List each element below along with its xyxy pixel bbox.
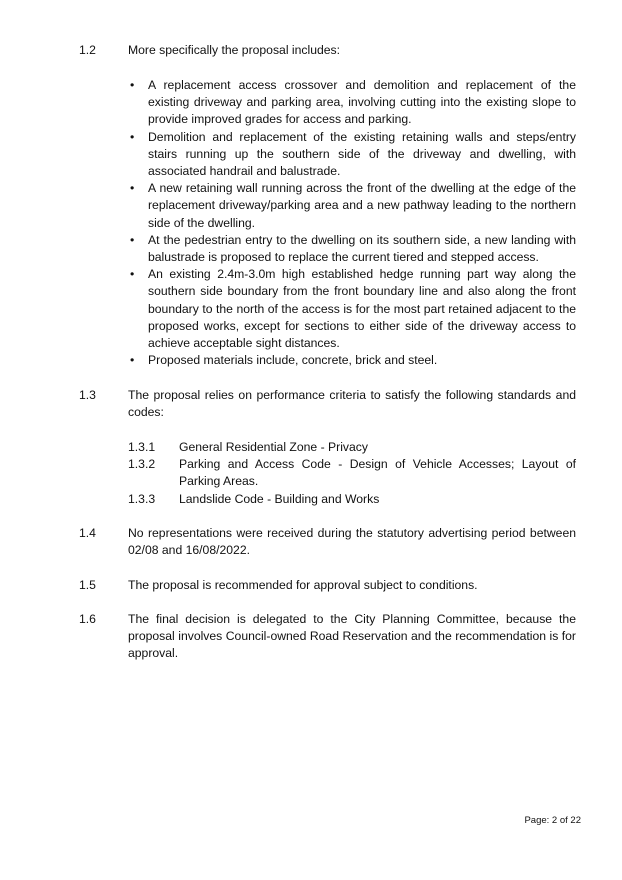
list-item — [128, 491, 576, 508]
proposal-bullet-list — [128, 77, 576, 369]
paragraph-number: 1.5 — [79, 578, 96, 592]
paragraph-text: The final decision is delegated to the City Planning Committee, because the proposal involves Council-owned Road Reservation and the recommendation is for approval. — [128, 612, 576, 661]
item-text: Parking and Access Code - Design of Vehicle Accesses; Layout of Parking Areas. — [179, 457, 576, 489]
list-item: • A replacement access crossover and demolition and replacement of the existing driveway and parking area, involving cutting into the existing slope to provide improved grades for access and parking. — [130, 78, 576, 127]
item-number: 1.3.3 — [128, 491, 156, 506]
standards-list — [128, 439, 576, 508]
paragraph-number: 1.3 — [79, 388, 96, 402]
list-item: • An existing 2.4m-3.0m high established hedge running part way along the southern side boundary from the front boundary line and also along the front boundary to the north of the access is for the most part retained adjacent to the proposed works, except for sections to either side of the driveway access to achieve acceptable sight distances. — [130, 267, 576, 351]
paragraph-number: 1.4 — [79, 526, 96, 540]
list-item: • Proposed materials include, concrete, brick and steel. — [128, 352, 576, 369]
bullet-icon: • — [130, 78, 135, 92]
list-item: • Demolition and replacement of the existing retaining walls and steps/entry stairs running up the southern side of the driveway and dwelling, with associated handrail and balustrade. — [130, 129, 576, 179]
paragraph-number: 1.2 — [79, 43, 96, 57]
paragraph-number: 1.6 — [79, 612, 96, 626]
paragraph-text: The proposal is recommended for approval subject to conditions. — [128, 578, 478, 592]
item-number: 1.3.2 — [128, 457, 156, 472]
bullet-icon: • — [130, 129, 135, 144]
item-text: Landslide Code - Building and Works — [179, 491, 380, 506]
bullet-icon: • — [130, 181, 135, 196]
page-number: Page: 2 of 22 — [524, 815, 581, 826]
list-item — [128, 456, 576, 490]
bullet-icon: • — [130, 267, 135, 282]
paragraph-text: More specifically the proposal includes: — [128, 43, 341, 57]
paragraph-text: The proposal relies on performance criteria to satisfy the following standards and codes: — [128, 388, 576, 420]
item-text: General Residential Zone - Privacy — [179, 440, 368, 454]
bullet-icon: • — [130, 232, 135, 247]
bullet-icon: • — [130, 353, 135, 368]
list-item: • A new retaining wall running across the front of the dwelling at the edge of the replacement driveway/parking area and a new pathway leading to the northern side of the dwelling. — [130, 181, 576, 230]
list-item: • At the pedestrian entry to the dwelling on its southern side, a new landing with balustrade is proposed to replace the current tiered and stepped access. — [130, 232, 576, 265]
item-number: 1.3.1 — [128, 440, 156, 454]
paragraph-text: No representations were received during the statutory advertising period between 02/08 and 16/08/2022. — [128, 526, 576, 558]
list-item — [128, 439, 576, 456]
